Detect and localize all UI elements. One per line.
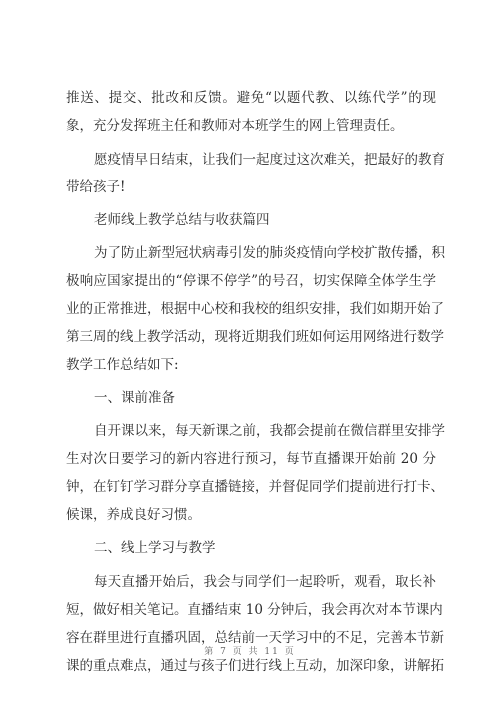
text-line: 为了防止新型冠状病毒引发的肺炎疫情向学校扩散传播，积 bbox=[94, 245, 445, 261]
page-number-footer: 第 7 页 共 11 页 bbox=[204, 647, 296, 657]
text-line: 教学工作总结如下: bbox=[66, 357, 179, 373]
text-line: 推送、提交、批改和反馈。避免“以题代教、以练代学”的现 bbox=[66, 90, 436, 106]
text-line: 生对次日要学习的新内容进行预习，每节直播课开始前 20 分 bbox=[66, 451, 436, 467]
text-line: 愿疫情早日结束，让我们一起度过这次难关，把最好的教育 bbox=[94, 152, 445, 168]
text-line: 课的重点难点，通过与孩子们进行线上互动，加深印象，讲解拓 bbox=[66, 658, 444, 674]
text-line: 极响应国家提出的“停课不停学”的号召，切实保障全体学生学 bbox=[66, 273, 436, 289]
text-line: 第三周的线上教学活动，现将近期我们班如何运用网络进行数学 bbox=[66, 329, 444, 345]
section-heading: 老师线上教学总结与收获篇四 bbox=[94, 212, 270, 228]
text-line: 短，做好相关笔记。直播结束 10 分钟后，我会再次对本节课内 bbox=[66, 602, 443, 618]
text-line: 候课，养成良好习惯。 bbox=[66, 507, 201, 523]
subheading: 一、课前准备 bbox=[94, 390, 175, 406]
text-line: 象，充分发挥班主任和教师对本班学生的网上管理责任。 bbox=[66, 118, 404, 134]
text-line: 业的正常推进，根据中心校和我校的组织安排，我们如期开始了 bbox=[66, 301, 444, 317]
text-line: 容在群里进行直播巩固，总结前一天学习中的不足，完善本节新 bbox=[66, 630, 444, 646]
text-line: 钟，在钉钉学习群分享直播链接，并督促同学们提前进行打卡、 bbox=[66, 479, 444, 495]
text-line: 每天直播开始后，我会与同学们一起聆听，观看，取长补 bbox=[94, 574, 436, 590]
text-line: 带给孩子! bbox=[66, 179, 126, 195]
text-line: 自开课以来，每天新课之前，我都会提前在微信群里安排学 bbox=[94, 423, 445, 439]
subheading: 二、线上学习与教学 bbox=[94, 540, 216, 556]
